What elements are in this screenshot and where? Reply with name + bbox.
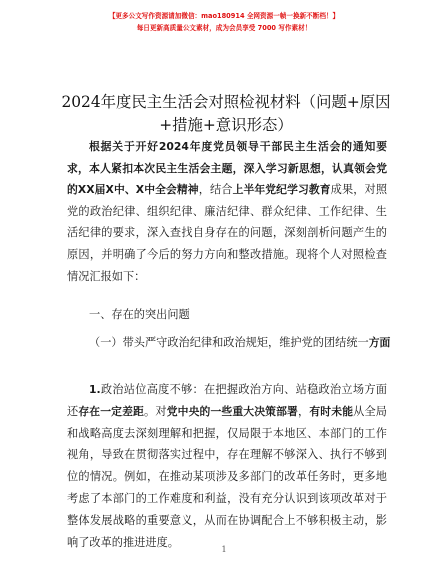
- point-1-highlight-sometimes: 有时未能: [309, 404, 354, 418]
- intro-text-2: ，结合: [198, 183, 233, 197]
- point-1-highlight-gap: 存在一定差距: [78, 404, 145, 418]
- point-1-text-2: 。对: [144, 404, 167, 418]
- document-title: 2024年度民主生活会对照检视材料（问题+原因+措施+意识形态）: [61, 93, 391, 134]
- point-1-text-3: ，: [298, 404, 310, 418]
- point-1-text-4: 从全局和战略高度去深刻理解和把握，仅局限于本地区、本部门的工作视角，导致在贯彻落实过程中，存在理解不够深入、执行不够到位的情况。例如，在推动某项涉及多部门的改革任务时，更多地考虑了本部门的工作难度和利益，没有充分认识到该项改革对于整体发展战略的重要意义，从而在协调配合上不够积极主动，影响了改革的推进进度。: [67, 404, 387, 549]
- intro-highlight-plenum: XX届X中、X中全会精神: [77, 183, 199, 197]
- point-1-highlight-decisions: 党中央的一些重大决策部署: [166, 404, 299, 418]
- promo-banner-line-2: 每日更新高质量公文素材，成为会员享受 7000 写作素材！: [136, 24, 312, 32]
- section-heading-1: 一、存在的突出问题: [89, 308, 190, 321]
- intro-highlight-education: 上半年党纪学习教育: [232, 183, 331, 197]
- point-1-paragraph: [67, 379, 387, 553]
- intro-paragraph: [67, 136, 387, 287]
- point-1-number: 1.: [89, 383, 101, 396]
- page-number: 1: [221, 545, 227, 554]
- subsection-heading-text: （一）带头严守政治纪律和政治规矩，维护党的团结统一: [89, 336, 369, 349]
- promo-banner-line-1: 【更多公文写作资源请加微信：mao180914 全网资源一帧一换新不断档！】: [108, 12, 340, 20]
- subsection-heading-1: [67, 332, 409, 354]
- intro-text-3: 成果，对照党的政治纪律、组织纪律、廉洁纪律、群众纪律、工作纪律、生活纪律的要求，深入查找自身存在的问题，深刻剖析问题产生的原因，并明确了今后的努力方向和整改措施。现将个人对照检查情况汇报如下：: [67, 183, 388, 283]
- point-1-text-1: 政治站位高度不够：在把握政治方向、站稳政治立场方面还: [67, 383, 387, 418]
- intro-text-1: 根据关于开好2024年度党员领导干部民主生活会的通知要求，本人紧扣本次民主生活会主题，深入学习新思想，认真领会党的: [67, 140, 387, 197]
- subsection-heading-bold: 方面: [368, 336, 391, 349]
